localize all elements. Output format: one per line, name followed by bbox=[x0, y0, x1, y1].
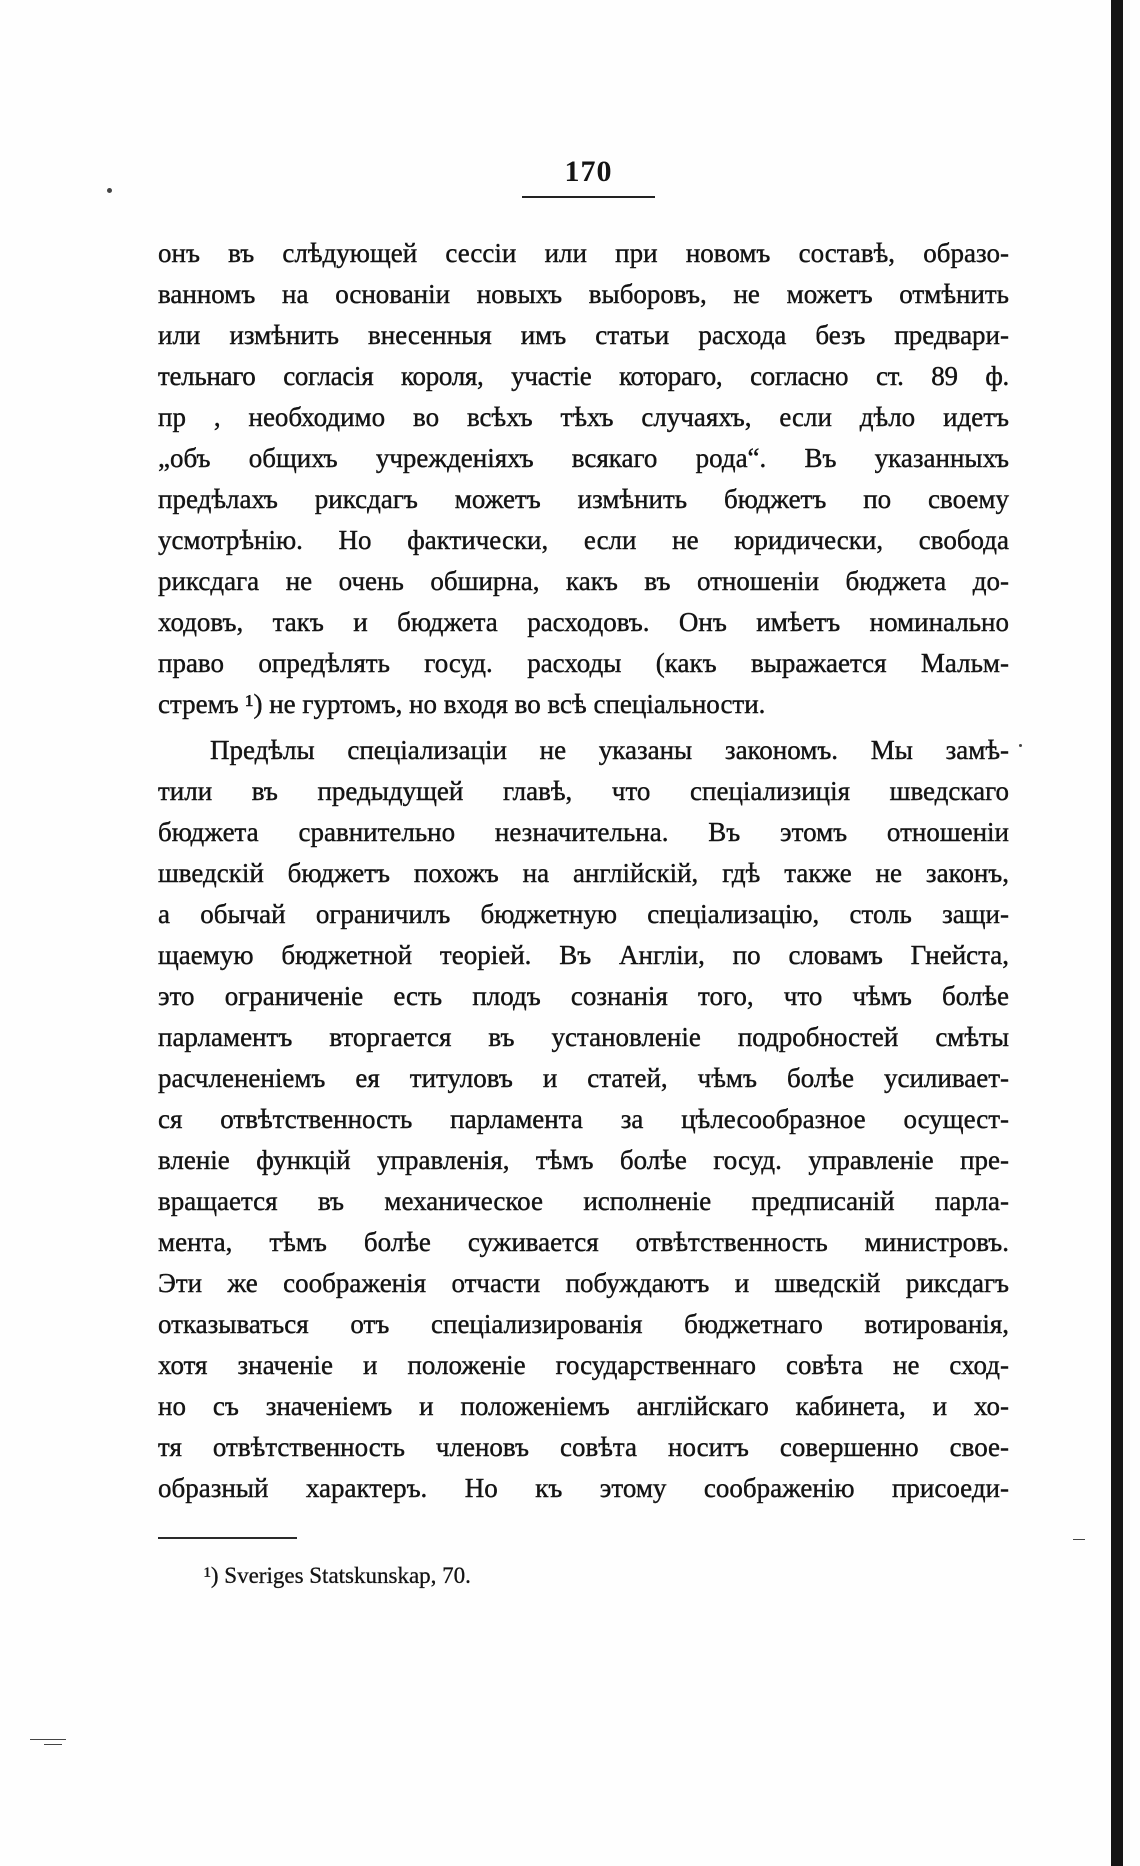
text-line: тельнаго согласія короля, участіе котораго, согласно ст. 89 ф. bbox=[158, 361, 1009, 391]
text-line: парламентъ вторгается въ установленіе подробностей смѣты bbox=[158, 1022, 1009, 1052]
text-line: щаемую бюджетной теоріей. Въ Англіи, по словамъ Гнейста, bbox=[158, 940, 1009, 970]
scan-edge bbox=[1111, 0, 1123, 1866]
text-line: это ограниченіе есть плодъ сознанія того, что чѣмъ болѣе bbox=[158, 981, 1009, 1011]
text-line: вленіе функцій управленія, тѣмъ болѣе госуд. управленіе пре- bbox=[158, 1145, 1009, 1175]
text-line: усмотрѣнію. Но фактически, если не юридически, свобода bbox=[158, 525, 1009, 555]
scan-artifact bbox=[1019, 744, 1022, 747]
footnote-rule bbox=[158, 1537, 297, 1539]
scan-artifact bbox=[30, 1739, 66, 1740]
text-line: тя отвѣтственность членовъ совѣта носитъ совершенно свое- bbox=[158, 1432, 1009, 1462]
text-line: Эти же соображенія отчасти побуждаютъ и шведскій риксдагъ bbox=[158, 1268, 1009, 1298]
text-line: хотя значеніе и положеніе государственнаго совѣта не сход- bbox=[158, 1350, 1009, 1380]
text-line: шведскій бюджетъ похожъ на англійскій, гдѣ также не законъ, bbox=[158, 858, 1009, 888]
text-line: тили въ предыдущей главѣ, что спеціализиція шведскаго bbox=[158, 776, 1009, 806]
text-line: ванномъ на основаніи новыхъ выборовъ, не можетъ отмѣнить bbox=[158, 279, 1009, 309]
text-line: Предѣлы спеціализаціи не указаны закономъ. Мы замѣ- bbox=[210, 735, 1009, 765]
text-line: предѣлахъ риксдагъ можетъ измѣнить бюджетъ по своему bbox=[158, 484, 1009, 514]
text-line: онъ въ слѣдующей сессіи или при новомъ составѣ, образо- bbox=[158, 238, 1009, 268]
text-line: но съ значеніемъ и положеніемъ англійскаго кабинета, и хо- bbox=[158, 1391, 1009, 1421]
text-line: вращается въ механическое исполненіе предписаній парла- bbox=[158, 1186, 1009, 1216]
text-line: или измѣнить внесенныя имъ статьи расхода безъ предвари- bbox=[158, 320, 1009, 350]
page-number: 170 bbox=[564, 155, 613, 188]
text-line: пр , необходимо во всѣхъ тѣхъ случаяхъ, если дѣло идетъ bbox=[158, 402, 1009, 432]
text-line: риксдага не очень обширна, какъ въ отношеніи бюджета до- bbox=[158, 566, 1009, 596]
paragraph bbox=[158, 730, 1009, 1509]
text-line: мента, тѣмъ болѣе суживается отвѣтственность министровъ. bbox=[158, 1227, 1009, 1257]
text-line: ся отвѣтственность парламента за цѣлесообразное осущест- bbox=[158, 1104, 1009, 1134]
text-line: образный характеръ. Но къ этому соображенію присоеди- bbox=[158, 1473, 1009, 1503]
scan-artifact bbox=[44, 1744, 62, 1745]
text-line: бюджета сравнительно незначительна. Въ этомъ отношеніи bbox=[158, 817, 1009, 847]
text-line: „объ общихъ учрежденіяхъ всякаго рода“. Въ указанныхъ bbox=[158, 443, 1009, 473]
body-text bbox=[158, 233, 1009, 1509]
footnote: ¹) Sveriges Statskunskap, 70. bbox=[204, 1563, 471, 1588]
text-line: право опредѣлять госуд. расходы (какъ выражается Мальм- bbox=[158, 648, 1009, 678]
text-line: ходовъ, такъ и бюджета расходовъ. Онъ имѣетъ номинально bbox=[158, 607, 1009, 637]
text-line: стремъ ¹) не гуртомъ, но входя во всѣ спеціальности. bbox=[158, 689, 766, 719]
scan-artifact bbox=[1073, 1539, 1085, 1540]
text-line: расчлененіемъ ея титуловъ и статей, чѣмъ болѣе усиливает- bbox=[158, 1063, 1009, 1093]
scan-artifact bbox=[107, 188, 112, 193]
page-number-rule bbox=[522, 196, 655, 198]
text-line: отказываться отъ спеціализированія бюджетнаго вотированія, bbox=[158, 1309, 1009, 1339]
paragraph bbox=[158, 233, 1009, 725]
text-line: а обычай ограничилъ бюджетную спеціализацію, столь защи- bbox=[158, 899, 1009, 929]
